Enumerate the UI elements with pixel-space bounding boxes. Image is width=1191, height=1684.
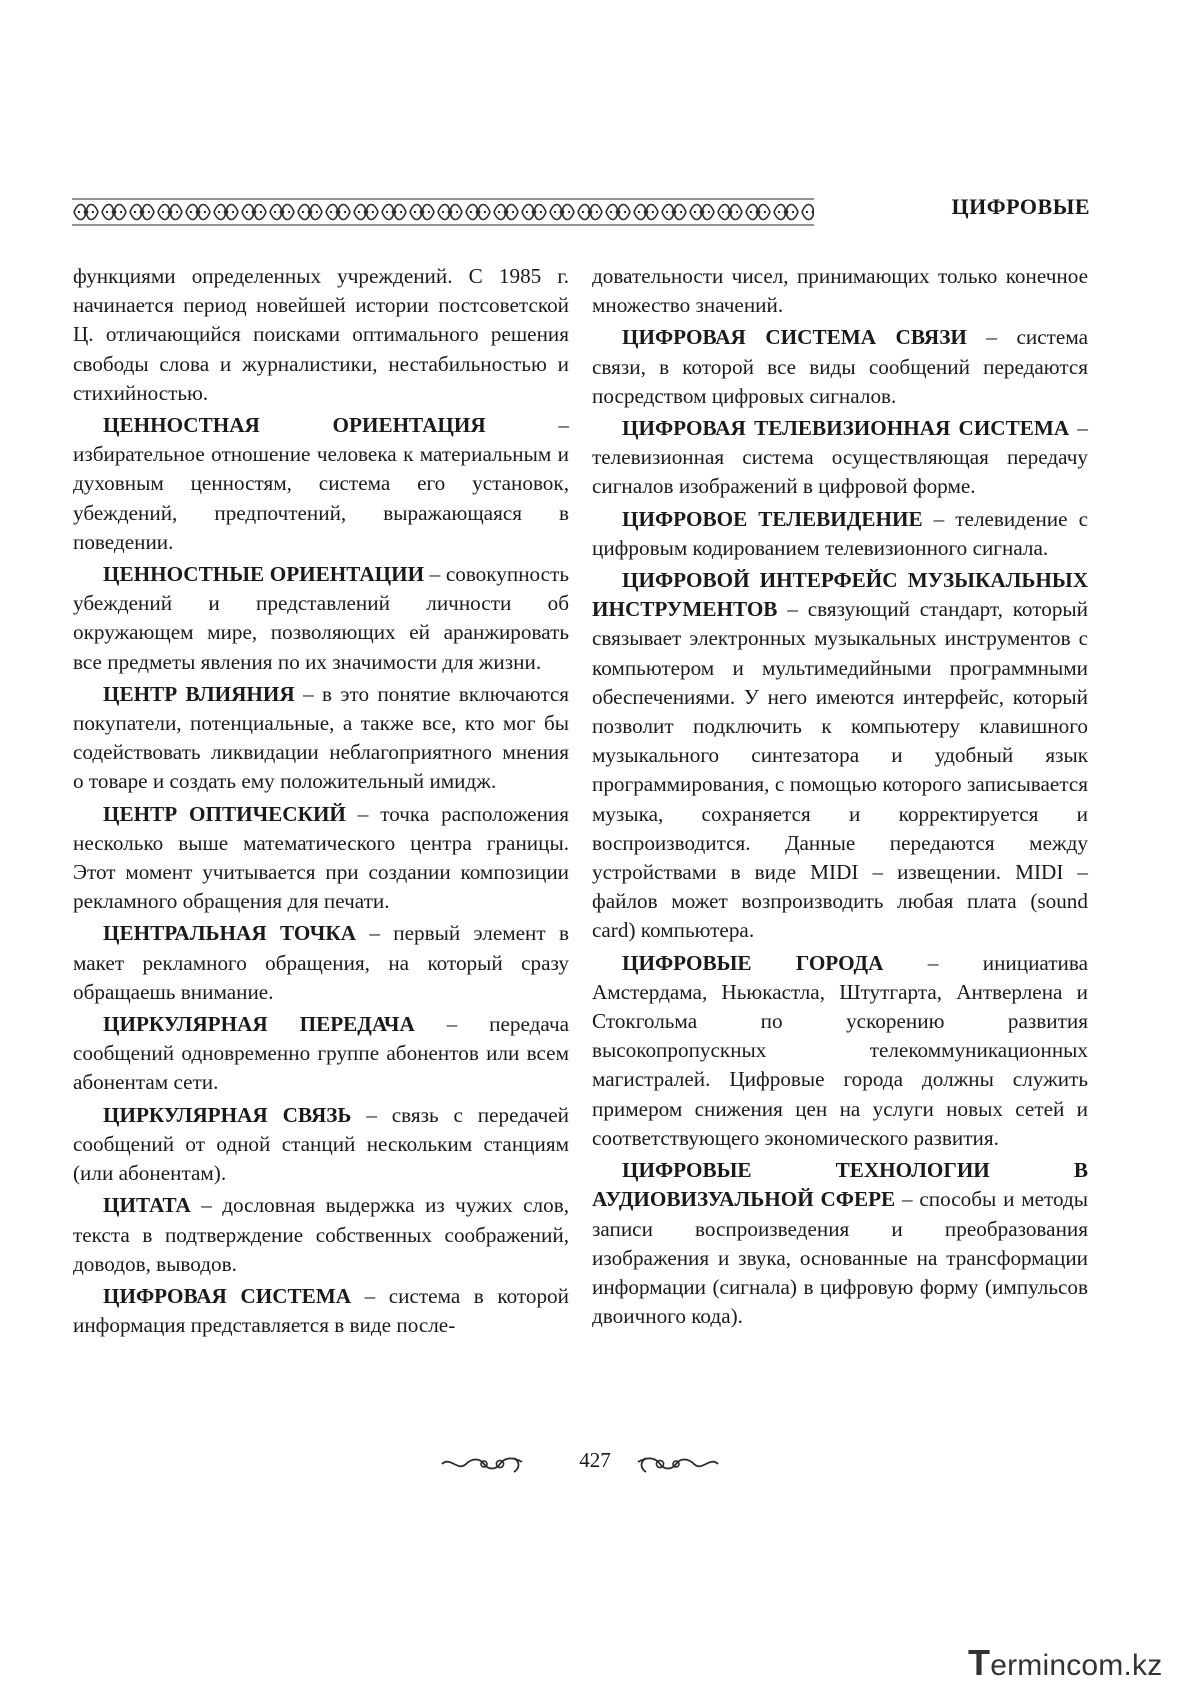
dictionary-entry [73,800,569,917]
entry-definition: – связь с передачей сообщений от одной станций нескольким станциям (или абонентам). [73,1102,570,1186]
entry-definition: – телевидение с цифровым кодированием телевизионного сигнала. [592,506,1088,560]
entry-term: ЦИРКУЛЯРНАЯ СВЯЗЬ [103,1102,352,1127]
footer-ornament-left-icon [440,1452,524,1476]
entry-definition: довательности чисел, принимающих только конечное множество значений. [592,264,1088,318]
dictionary-entry [592,505,1088,563]
entry-definition: – способы и методы записи воспроизведения и преобразования изображения и звука, основанные на трансформации информации (сигнала) в цифровую форму (импульсов двоичного кода). [592,1187,1088,1329]
watermark-lead: T [968,1642,991,1683]
dictionary-entry [73,411,569,557]
entry-definition: – связующий стандарт, который связывает электронных музыкальных инструментов с компьютером и мультимедийными программными обеспечениями. У него имеются интерфейс, который позволит подключить к компьютеру клавишного музыкального синтезатора и удобный язык программирования, с помощью которого записывается музыка, сохраняется и корректируется и воспроизводится. Данные передаются между устройствами в виде MIDI – извещении. MIDI – файлов может возпроизводить любая плата (sound card) компьютера. [592,597,1088,943]
entry-term: ЦЕНТР ОПТИЧЕСКИЙ [103,801,346,826]
entry-term: ЦИРКУЛЯРНАЯ ПЕРЕДАЧА [103,1012,415,1037]
entry-term: ЦЕННОСТНАЯ ОРИЕНТАЦИЯ [103,413,486,438]
dictionary-entry [73,680,569,797]
entry-term: ЦЕНТРАЛЬНАЯ ТОЧКА [103,921,356,946]
right-column [592,262,1088,1331]
entry-definition: – дословная выдержка из чужих слов, текста в подтверждение собственных соображений, доводов, выводов. [73,1193,569,1276]
entry-definition: – инициатива Амстердама, Ньюкастла, Штутгарта, Антверлена и Стокгольма по ускорению развития высокопропускных телекоммуникационных магистралей. Цифровые города должны служить примером снижения цен на услуги новых сетей и соответствующего экономического развития. [592,950,1089,1150]
entry-term: ЦИФРОВЫЕ ГОРОДА [622,950,884,975]
dictionary-entry [73,1282,569,1340]
dictionary-entry [73,1191,569,1279]
dictionary-entry [73,560,569,677]
entry-term: ЦИТАТА [103,1193,191,1218]
dictionary-entry [592,566,1088,946]
dictionary-entry [592,1156,1088,1331]
dictionary-entry [73,919,569,1007]
entry-definition: – система в которой информация представляется в виде после- [73,1283,569,1338]
entry-term: ЦИФРОВАЯ СИСТЕМА [103,1283,352,1308]
entry-term: ЦИФРОВОЕ ТЕЛЕВИДЕНИЕ [622,506,923,531]
footer-ornament-right-icon [636,1452,720,1476]
entry-term: ЦИФРОВОЙ ИНТЕРФЕЙС МУЗЫКАЛЬНЫХ ИНСТРУМЕНТОВ [592,568,1088,622]
dictionary-entry [73,1101,569,1189]
dictionary-entry [73,1010,569,1098]
entry-definition: – передача сообщений одновременно группе абонентов или всем абонентам сети. [73,1012,570,1095]
entry-definition: – совокупность убеждений и представлений личности об окружающем мире, позволяющих ей аранжировать все предметы явления по их значимости для жизни. [73,562,569,674]
watermark-text: ermincom.kz [990,1649,1163,1682]
entry-term: ЦЕНТР ВЛИЯНИЯ [103,681,295,706]
ornament-band-icon [72,196,814,228]
entry-term: ЦИФРОВАЯ СИСТЕМА СВЯЗИ [622,325,967,350]
entry-definition: – первый элемент в макет рекламного обращения, на который сразу обращаешь внимание. [73,921,569,1004]
entry-definition: – избирательное отношение человека к материальным и духовным ценностям, система его установок, убеждений, предпочтений, выражающаяся в поведении. [73,413,570,554]
page-number: 427 [579,1448,611,1472]
left-column [73,262,569,1340]
entry-term: ЦИФРОВАЯ ТЕЛЕВИЗИОННАЯ СИСТЕМА [622,416,1070,441]
continued-text [592,262,1088,320]
dictionary-entry [592,414,1088,502]
entry-definition: – точка расположения несколько выше математического центра границы. Этот момент учитывается при создании композиции рекламного обращения для печати. [73,801,570,914]
continued-text [73,262,569,408]
entry-term: ЦИФРОВЫЕ ТЕХНОЛОГИИ В АУДИОВИЗУАЛЬНОЙ СФЕРЕ [592,1158,1088,1212]
dictionary-entry [592,949,1088,1153]
running-head: ЦИФРОВЫЕ [951,194,1090,219]
entry-definition: функциями определенных учреждений. С 1985 г. начинается период новейшей истории постсоветской Ц. отличающийся поисками оптимального решения свободы слова и журналистики, нестабильностью и стихийностью. [73,264,569,405]
entry-definition: – в это понятие включаются покупатели, потенциальные, а также все, кто мог бы содействовать ликвидации неблагоприятного мнения о товаре и создать ему положительный имидж. [73,681,570,794]
entry-term: ЦЕННОСТНЫЕ ОРИЕНТАЦИИ [103,562,425,587]
entry-definition: – система связи, в которой все виды сообщений передаются посредством цифровых сигналов. [592,325,1089,408]
dictionary-entry [592,323,1088,411]
watermark [968,1642,1162,1684]
entry-definition: – телевизионная система осуществляющая передачу сигналов изображений в цифровой форме. [592,416,1088,499]
